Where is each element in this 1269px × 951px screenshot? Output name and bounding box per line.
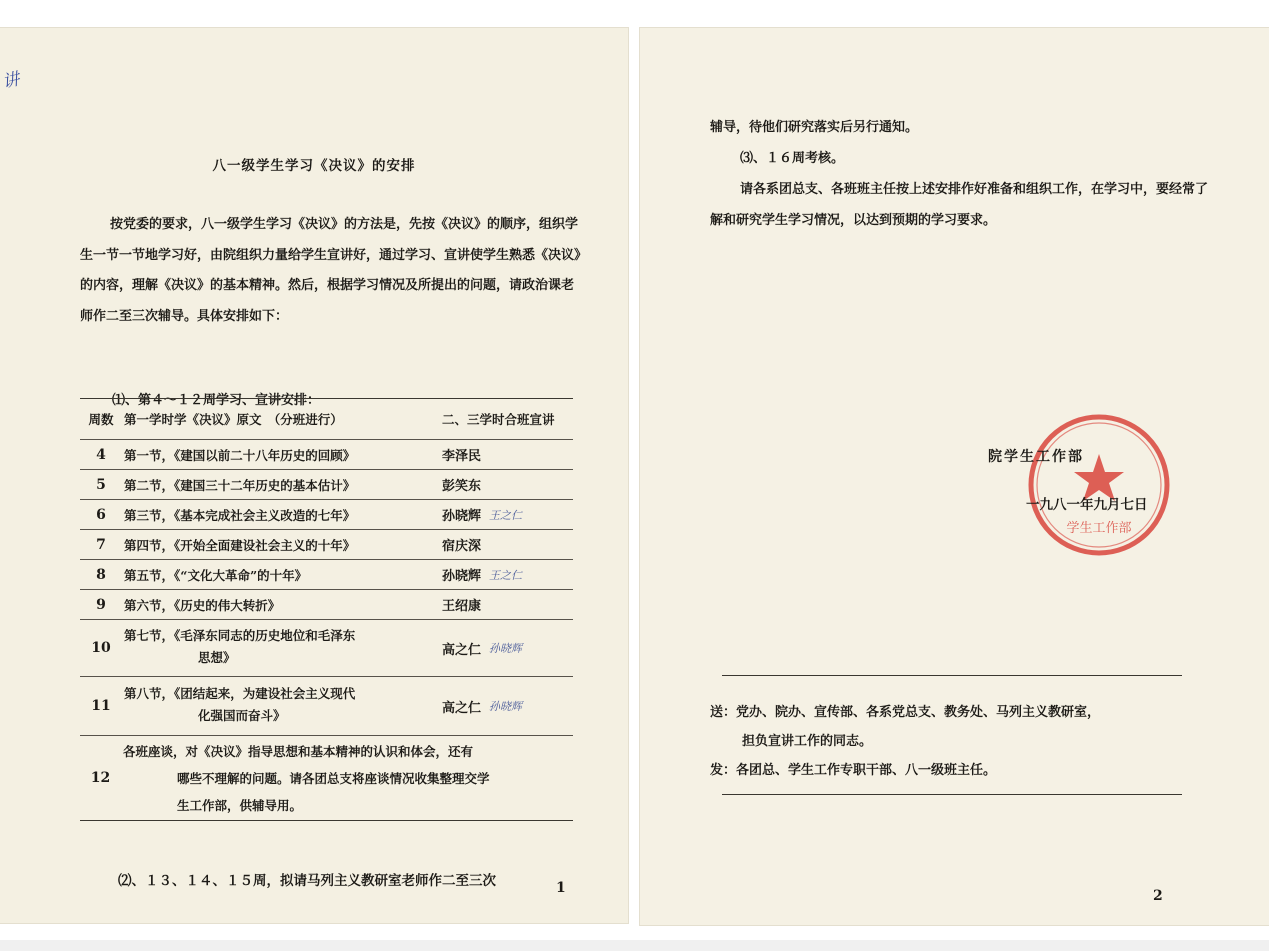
document-page-1 [0,28,628,923]
issuing-department: 院学生工作部 [988,449,1084,465]
viewer-bottom-bar [0,940,1269,951]
handwritten-note: 王之仁 [489,568,523,582]
row-week: 7 [96,536,106,553]
table-row [80,620,573,677]
page-number: 2 [1153,888,1163,904]
row-week: 9 [96,596,106,613]
row-week: 5 [96,476,106,493]
lecturer-name: 孙晓辉 [442,509,482,524]
row-title: 第六节，《历史的伟大转折》 [124,597,281,613]
lecturer-name: 宿庆深 [442,539,482,554]
row-title [121,736,573,820]
margin-handwriting: 讲 [0,69,22,93]
schedule-item-3: ⑶、１６周考核。 [740,151,845,166]
row-title-line2: 思想》 [198,650,236,665]
page-number: 1 [556,880,566,896]
row-title: 第二节，《建国三十二年历史的基本估计》 [124,477,356,493]
continued-line: 辅导，待他们研究落实后另行通知。 [710,120,919,135]
schedule-item-2: ⑵、１３、１４、１５周，拟请马列主义教研室老师作二至三次 [118,873,496,889]
schedule-heading: ⑴、第４～１２周学习、宣讲安排： [112,393,321,408]
row-title-line2: 化强国而奋斗》 [198,708,286,723]
row-week: 12 [90,770,111,786]
row-title-line1: 各班座谈，对《决议》指导思想和基本精神的认识和体会，还有 [123,744,474,759]
lecturer-name: 孙晓辉 [442,569,482,584]
row-week: 10 [91,640,111,656]
issue-date: 一九八一年九月七日 [1026,497,1148,513]
header-title: 第一学时学《决议》原文 （分班进行） [124,412,343,427]
table-row [80,560,573,590]
divider-line [722,675,1182,676]
row-lecturer [436,560,573,589]
schedule-table [80,398,573,821]
send-to-line: 送：党办、院办、宣传部、各系党总支、教务处、马列主义教研室， [710,705,1101,720]
row-title-line1: 第七节，《毛泽东同志的历史地位和毛泽东 [124,628,356,643]
send-to-line-cont: 担负宣讲工作的同志。 [742,734,873,749]
row-title: 第五节，《“文化大革命”的十年》 [124,567,308,583]
table-row [80,470,573,500]
row-title-line2: 哪些不理解的问题。请各团总支将座谈情况收集整理交学 [177,771,490,786]
header-lecturer: 二、三学时合班宣讲 [442,412,555,427]
row-lecturer [436,440,573,469]
lecturer-name: 高之仁 [442,700,482,716]
handwritten-note: 王之仁 [489,508,523,522]
distribution-block [710,698,1220,785]
row-title-line1: 第八节，《团结起来，为建设社会主义现代 [124,686,356,701]
row-lecturer [436,500,573,529]
closing-paragraph: 请各系团总支、各班班主任按上述安排作好准备和组织工作，在学习中，要经常了解和研究学生学习情况，以达到预期的学习要求。 [710,182,1209,228]
divider-line [722,794,1182,795]
row-lecturer [436,470,573,499]
continued-text [710,112,1215,236]
row-lecturer [436,677,573,735]
table-row [80,500,573,530]
table-row [80,736,573,820]
row-week: 4 [96,446,106,463]
lecturer-name: 李泽民 [442,449,482,464]
row-week: 8 [96,566,106,583]
table-row [80,440,573,470]
table-row [80,590,573,620]
document-title: 八一级学生学习《决议》的安排 [212,158,416,174]
row-title [122,620,436,676]
intro-paragraph: 按党委的要求，八一级学生学习《决议》的方法是，先按《决议》的顺序，组织学生一节一节地学习好，由院组织力量给学生宣讲好，通过学习、宣讲使学生熟悉《决议》的内容，理解《决议》的基本精神。然后，根据学习情况及所提出的问题，请政治课老师作二至三次辅导。具体安排如下： [80,217,581,324]
official-seal-stamp [1024,410,1174,560]
document-page-2 [640,28,1269,925]
issue-to-line: 发：各团总、学生工作专职干部、八一级班主任。 [710,763,997,778]
handwritten-note: 孙晓辉 [489,700,523,713]
table-row [80,530,573,560]
header-week: 周数 [88,412,114,427]
lecturer-name: 王绍康 [442,599,482,614]
table-header-row [80,399,573,440]
handwritten-note: 孙晓辉 [489,642,523,655]
row-lecturer [436,590,573,619]
table-row [80,677,573,736]
row-week: 6 [96,506,106,523]
row-lecturer [436,530,573,559]
row-title: 第一节，《建国以前二十八年历史的回顾》 [124,447,356,463]
row-title: 第三节，《基本完成社会主义改造的七年》 [124,507,356,523]
row-lecturer [436,620,573,676]
row-week: 11 [91,698,111,714]
row-title [122,677,436,735]
lecturer-name: 高之仁 [442,642,482,658]
seal-text: 学生工作部 [1066,521,1132,536]
row-title: 第四节，《开始全面建设社会主义的十年》 [124,537,356,553]
row-title-line3: 生工作部，供辅导用。 [177,798,303,813]
lecturer-name: 彭笑东 [442,479,482,494]
